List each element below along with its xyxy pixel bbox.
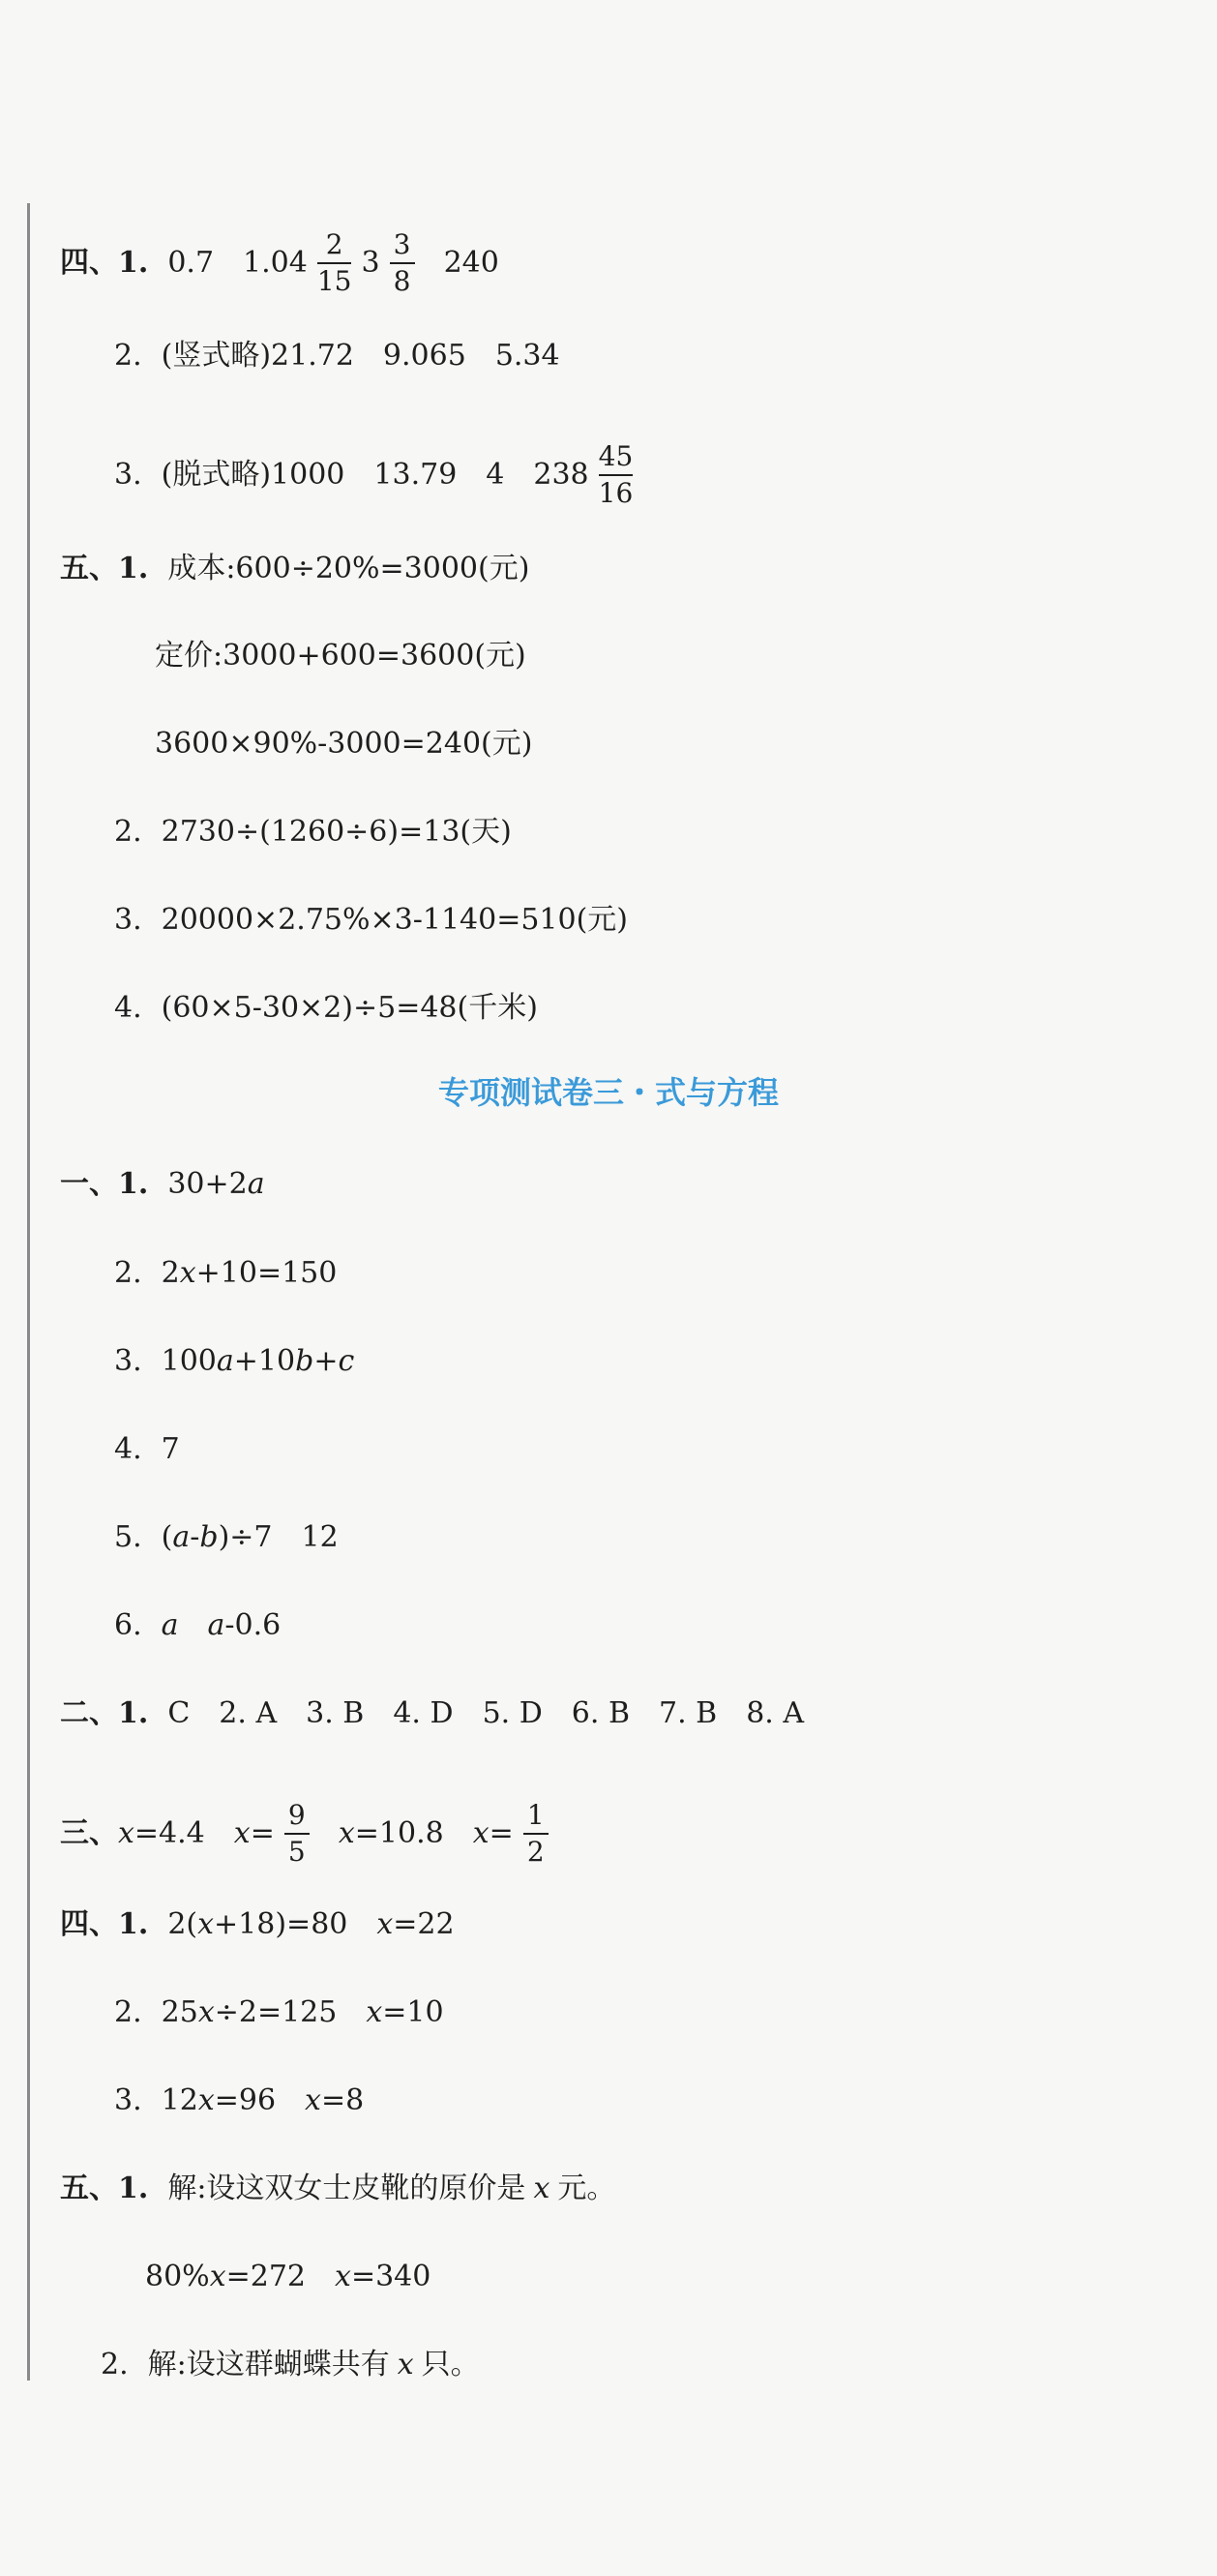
answer-value: 4 xyxy=(486,458,505,492)
answer-text: +10=150 xyxy=(195,1256,338,1290)
s1-line-5 xyxy=(114,1518,339,1557)
s1-line-4 xyxy=(114,1430,180,1469)
item-number: 2. xyxy=(114,339,142,373)
variable: x xyxy=(335,2260,351,2293)
variable: a xyxy=(247,1167,265,1201)
fraction: $\frac{45}{16}$ xyxy=(598,440,634,509)
s2-line xyxy=(60,1694,804,1733)
answer-text: = xyxy=(489,1816,514,1850)
answer-text: 3600×90%-3000=240(元) xyxy=(155,727,533,761)
variable: a xyxy=(216,1344,234,1378)
fraction: $\frac{9}{5}$ xyxy=(284,1800,310,1868)
left-margin-rule xyxy=(27,203,30,2381)
answer-text: 成本:600÷20%=3000(元) xyxy=(167,552,530,585)
s5a-line-2 xyxy=(155,637,526,675)
answer-text: +10 xyxy=(233,1344,296,1378)
section-label: 五、1. xyxy=(60,552,149,585)
variable: x xyxy=(305,2083,321,2117)
answer-text: 2 xyxy=(161,1256,180,1290)
s5a-line-4 xyxy=(114,813,512,852)
answer-text: 2730÷(1260÷6)=13(天) xyxy=(161,815,512,849)
answer-text: + xyxy=(313,1344,339,1378)
variable: c xyxy=(338,1344,355,1378)
variable: x xyxy=(397,2348,414,2381)
answer-text: 30+2 xyxy=(167,1167,248,1201)
section-label: 四、1. xyxy=(60,246,149,280)
variable: a xyxy=(172,1520,191,1554)
item-number: 6. xyxy=(114,1608,142,1642)
item-number: 5. xyxy=(114,1520,142,1554)
answer-text: =4.4 xyxy=(134,1816,205,1850)
answer-text: 解:设这双女士皮靴的原价是 xyxy=(167,2172,526,2205)
section-label: 三、 xyxy=(60,1816,118,1850)
choice-answer: 4. D xyxy=(393,1696,454,1730)
variable: b xyxy=(295,1344,314,1378)
choice-answer: 3. B xyxy=(306,1696,365,1730)
answer-text: = xyxy=(250,1816,275,1850)
variable: x xyxy=(118,1816,134,1850)
variable: a xyxy=(207,1608,225,1642)
answer-text: 定价:3000+600=3600(元) xyxy=(155,639,526,673)
variable: x xyxy=(366,1995,383,2029)
section-label: 二、1. xyxy=(60,1696,149,1730)
answer-value: 0.7 xyxy=(167,246,215,280)
s4b-line-3 xyxy=(114,2082,364,2120)
choice-answer: C xyxy=(167,1696,191,1730)
section-label: 一、1. xyxy=(60,1167,149,1201)
variable: x xyxy=(197,1995,215,2029)
answer-text: - xyxy=(190,1520,200,1554)
s5a-line-5 xyxy=(114,901,628,940)
answer-value: 238 xyxy=(533,458,589,492)
answer-text: =272 xyxy=(225,2260,307,2293)
s1-line-3 xyxy=(114,1342,354,1381)
item-number: 2. xyxy=(114,1995,142,2029)
answer-text: )÷7 xyxy=(218,1520,273,1554)
fraction: $\frac{1}{2}$ xyxy=(523,1800,549,1868)
variable: x xyxy=(338,1816,355,1850)
answer-text: =96 xyxy=(214,2083,277,2117)
variable: x xyxy=(197,2083,215,2117)
s3-line xyxy=(60,1800,558,1868)
item-number: 3. xyxy=(114,1344,142,1378)
variable: x xyxy=(533,2172,550,2205)
answer-text: =10 xyxy=(382,1995,444,2029)
answer-text: (竖式略)21.72 xyxy=(161,339,354,373)
s4b-line-2 xyxy=(114,1993,444,2032)
section-label: 五、1. xyxy=(60,2172,149,2205)
answer-value: 7 xyxy=(161,1432,180,1466)
variable: x xyxy=(233,1816,251,1850)
item-number: 4. xyxy=(114,991,142,1025)
answer-text: ÷2=125 xyxy=(214,1995,338,2029)
choice-answer: 7. B xyxy=(659,1696,718,1730)
choice-answer: 8. A xyxy=(746,1696,805,1730)
answer-value: 240 xyxy=(443,246,499,280)
answer-value: 3 xyxy=(361,246,380,280)
variable: x xyxy=(376,1907,394,1941)
s1-line-1 xyxy=(60,1165,265,1204)
s4a-line-3 xyxy=(114,441,642,509)
variable: x xyxy=(179,1256,196,1290)
s5b-line-2 xyxy=(145,2258,430,2296)
s1-line-2 xyxy=(114,1254,337,1293)
answer-text: -0.6 xyxy=(224,1608,282,1642)
s4b-line-1 xyxy=(60,1905,455,1944)
variable: x xyxy=(472,1816,490,1850)
answer-text: (60×5-30×2)÷5=48(千米) xyxy=(161,991,538,1025)
answer-text: =340 xyxy=(350,2260,431,2293)
answer-text: (脱式略)1000 xyxy=(161,458,345,492)
answer-text: 只。 xyxy=(421,2348,480,2381)
answer-text: =8 xyxy=(320,2083,365,2117)
s5b-line-3 xyxy=(101,2346,480,2384)
fraction: $\frac{2}{15}$ xyxy=(316,228,352,297)
answer-value: 1.04 xyxy=(243,246,308,280)
answer-value: 5.34 xyxy=(494,339,560,373)
answer-text: 25 xyxy=(161,1995,198,2029)
item-number: 3. xyxy=(114,2083,142,2117)
answer-value: 13.79 xyxy=(373,458,458,492)
item-number: 2. xyxy=(114,1256,142,1290)
item-number: 4. xyxy=(114,1432,142,1466)
variable: x xyxy=(197,1907,215,1941)
s4a-line-2 xyxy=(114,337,560,375)
choice-answer: 5. D xyxy=(482,1696,543,1730)
s1-line-6 xyxy=(114,1606,281,1645)
answer-text: =22 xyxy=(393,1907,455,1941)
item-number: 2. xyxy=(114,815,142,849)
fraction: $\frac{3}{8}$ xyxy=(390,229,415,297)
s5a-line-1 xyxy=(60,550,529,588)
variable: x xyxy=(209,2260,226,2293)
answer-text: 80% xyxy=(145,2260,210,2293)
item-number: 2. xyxy=(101,2348,129,2381)
answer-value: 12 xyxy=(301,1520,339,1554)
choice-answer: 6. B xyxy=(571,1696,630,1730)
s5a-line-3 xyxy=(155,725,532,764)
s5b-line-1 xyxy=(60,2170,615,2208)
answer-text: ( xyxy=(161,1520,173,1554)
choice-answer: 2. A xyxy=(219,1696,278,1730)
answer-text: 2( xyxy=(167,1907,198,1941)
s5a-line-6 xyxy=(114,989,538,1028)
answer-text: 20000×2.75%×3-1140=510(元) xyxy=(161,903,629,937)
variable: a xyxy=(161,1608,179,1642)
section-heading: 专项测试卷三・式与方程 xyxy=(437,1074,779,1111)
s4a-line-1 xyxy=(60,229,499,297)
section-label: 四、1. xyxy=(60,1907,149,1941)
answer-text: +18)=80 xyxy=(214,1907,348,1941)
answer-text: =10.8 xyxy=(354,1816,444,1850)
answer-text: 解:设这群蝴蝶共有 xyxy=(147,2348,390,2381)
answer-text: 100 xyxy=(161,1344,217,1378)
variable: b xyxy=(199,1520,219,1554)
answer-value: 9.065 xyxy=(382,339,466,373)
item-number: 3. xyxy=(114,458,142,492)
item-number: 3. xyxy=(114,903,142,937)
answer-text: 元。 xyxy=(557,2172,616,2205)
answer-text: 12 xyxy=(161,2083,198,2117)
